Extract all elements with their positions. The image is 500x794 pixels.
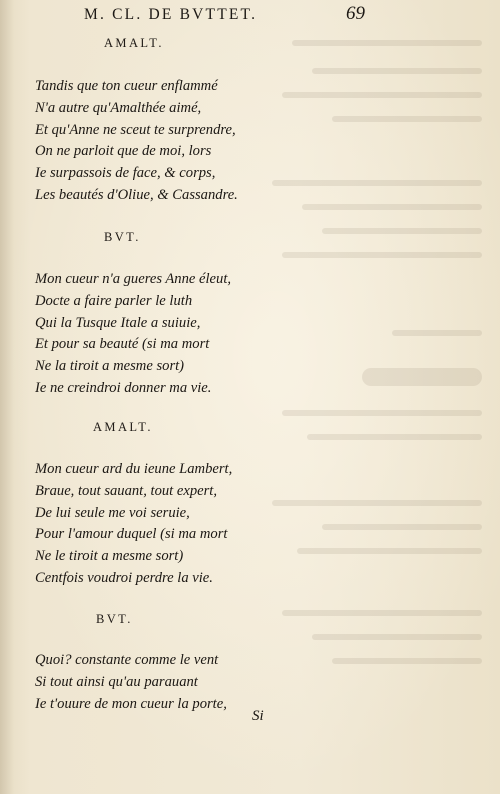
stanza (35, 650, 227, 715)
verse-line: Et qu'Anne ne sceut te surprendre, (35, 121, 236, 138)
page-number: 69 (346, 3, 365, 24)
running-head (84, 3, 365, 24)
verse-line: On ne parloit que de moi, lors (35, 143, 212, 160)
verse-line: Braue, tout sauant, tout expert, (35, 482, 217, 499)
verse-line: Docte a faire parler le luth (35, 292, 193, 309)
verse-line: Les beautés d'Oliue, & Cassandre. (35, 186, 238, 203)
verse-line: Pour l'amour duquel (si ma mort (35, 526, 228, 543)
verse-line: Mon cueur ard du ieune Lambert, (35, 461, 233, 477)
verse-line: N'a autre qu'Amalthée aimé, (35, 99, 202, 116)
verse-line: Qui la Tusque Itale a suiuie, (35, 314, 201, 331)
verse-line: Ie ne creindroi donner ma vie. (35, 379, 212, 396)
speaker-heading: BVT. (96, 612, 133, 626)
stanza (35, 269, 231, 400)
verse-line: Mon cueur n'a gueres Anne éleut, (35, 271, 232, 287)
verse-line: Ne la tiroit a mesme sort) (35, 358, 185, 375)
running-head-title: M. CL. DE BVTTET. (84, 6, 258, 23)
gutter-shadow (0, 0, 14, 794)
speaker-heading: AMALT. (104, 36, 164, 50)
speaker-heading: AMALT. (93, 420, 153, 434)
verse-line: Si tout ainsi qu'au parauant (35, 673, 198, 690)
verse-line: De lui seule me voi seruie, (35, 504, 190, 521)
speaker-heading: BVT. (104, 230, 141, 244)
catchword: Si (252, 708, 264, 724)
stanza (35, 459, 232, 590)
verse-line: Quoi? constante comme le vent (35, 652, 219, 668)
verse-line: Ne le tiroit a mesme sort) (35, 548, 184, 565)
stanza (35, 76, 238, 207)
verse-line: Centfois voudroi perdre la vie. (35, 569, 213, 586)
verse-line: Ie surpassois de face, & corps, (35, 165, 216, 182)
verse-line: Ie t'ouure de mon cueur la porte, (35, 695, 227, 712)
bleed-through (250, 30, 500, 770)
verse-line: Tandis que ton cueur enflammé (35, 78, 218, 94)
verse-line: Et pour sa beauté (si ma mort (35, 336, 210, 353)
